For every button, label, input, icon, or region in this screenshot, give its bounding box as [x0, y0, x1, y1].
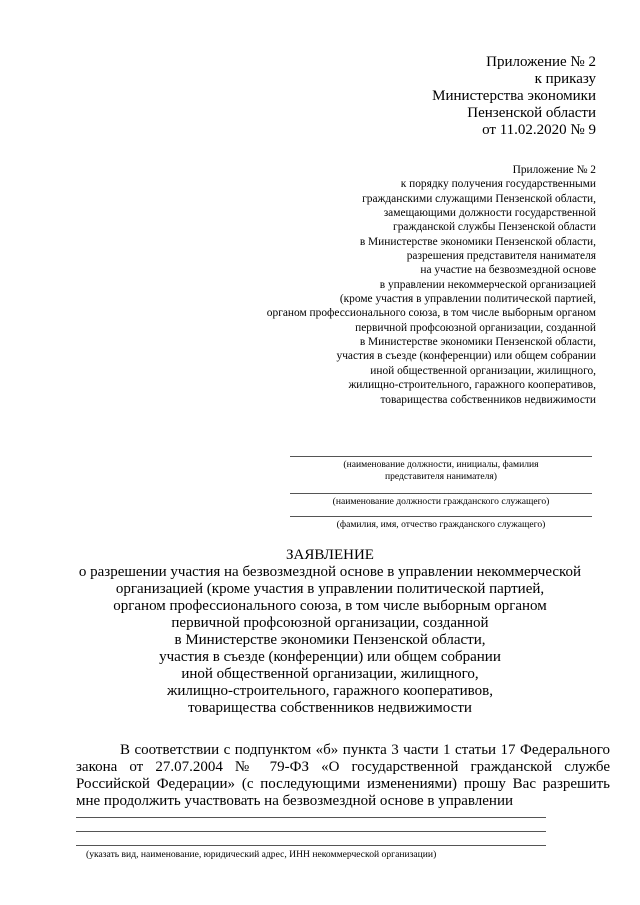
statement-subtitle-line: в Министерстве экономики Пензенской области, — [174, 632, 486, 648]
procedure-annex-line: гражданской службы Пензенской области — [393, 221, 596, 234]
procedure-annex-line: участия в съезде (конференции) или общем собрании — [336, 350, 596, 363]
procedure-annex-line: замещающими должности государственной — [383, 207, 596, 220]
procedure-annex-line: органом профессионального союза, в том числе выборным органом — [266, 307, 596, 320]
procedure-annex-header — [267, 163, 596, 407]
procedure-annex-line: Приложение № 2 — [512, 164, 596, 176]
statement-subtitle-line: жилищно-строительного, гаражного кооперативов, — [166, 683, 493, 699]
employer-field-line[interactable] — [290, 456, 592, 457]
organization-field-line-3[interactable] — [76, 845, 546, 846]
order-annex-line: Пензенской области — [467, 105, 596, 121]
employer-caption-line: представителя нанимателя) — [384, 471, 497, 482]
employee-name-line[interactable] — [290, 516, 592, 517]
employee-position-caption: (наименование должности гражданского служащего) — [332, 496, 550, 507]
statement-title — [60, 547, 600, 717]
statement-subtitle-line: первичной профсоюзной организации, созданной — [171, 615, 489, 631]
order-annex-header — [432, 54, 596, 139]
organization-field-line-1[interactable] — [76, 817, 546, 818]
procedure-annex-line: первичной профсоюзной организации, созданной — [355, 321, 596, 334]
order-annex-line: Приложение № 2 — [486, 54, 596, 70]
procedure-annex-line: на участие на безвозмездной основе — [420, 264, 596, 277]
order-annex-line: от 11.02.2020 № 9 — [482, 122, 596, 138]
procedure-annex-line: к порядку получения государственными — [400, 178, 596, 191]
statement-paragraph: В соответствии с подпунктом «б» пункта 3 части 1 статьи 17 Федерального закона от 27.07.2004 № 79-ФЗ «О государственной гражданской службе Российской Федерации» (с последующими изменениями) прошу Вас разрешить мне продолжить участвовать на безвозмездной основе в управлении — [76, 742, 610, 809]
statement-subtitle-line: о разрешении участия на безвозмездной основе в управлении некоммерческой — [78, 564, 582, 580]
organization-field-caption: (указать вид, наименование, юридический адрес, ИНН некоммерческой организации) — [86, 849, 437, 860]
procedure-annex-line: жилищно-строительного, гаражного кооперативов, — [348, 379, 596, 392]
organization-field-line-2[interactable] — [76, 831, 546, 832]
statement-heading: ЗАЯВЛЕНИЕ — [286, 547, 374, 563]
statement-subtitle-line: органом профессионального союза, в том числе выборным органом — [113, 598, 547, 614]
procedure-annex-line: в Министерстве экономики Пензенской области, — [359, 336, 596, 349]
procedure-annex-line: в Министерстве экономики Пензенской области, — [359, 235, 596, 248]
procedure-annex-line: иной общественной организации, жилищного, — [370, 364, 596, 377]
order-annex-line: к приказу — [534, 71, 596, 87]
employee-name-caption: (фамилия, имя, отчество гражданского служащего) — [336, 519, 546, 530]
order-annex-line: Министерства экономики — [432, 88, 596, 104]
statement-subtitle-line: организацией (кроме участия в управлении политической партией, — [115, 581, 545, 597]
employer-field-caption — [290, 459, 592, 483]
statement-body — [76, 742, 610, 810]
employer-caption-line: (наименование должности, инициалы, фамилия — [343, 459, 539, 470]
statement-subtitle-line: участия в съезде (конференции) или общем собрании — [159, 649, 501, 665]
procedure-annex-line: гражданскими служащими Пензенской области, — [362, 192, 596, 205]
procedure-annex-line: разрешения представителя нанимателя — [406, 250, 596, 263]
statement-subtitle-line: иной общественной организации, жилищного, — [181, 666, 479, 682]
procedure-annex-line: в управлении некоммерческой организацией — [379, 278, 596, 291]
employee-position-line[interactable] — [290, 493, 592, 494]
procedure-annex-line: товарищества собственников недвижимости — [380, 393, 596, 406]
procedure-annex-line: (кроме участия в управлении политической партией, — [339, 293, 596, 306]
statement-subtitle-line: товарищества собственников недвижимости — [188, 700, 472, 716]
